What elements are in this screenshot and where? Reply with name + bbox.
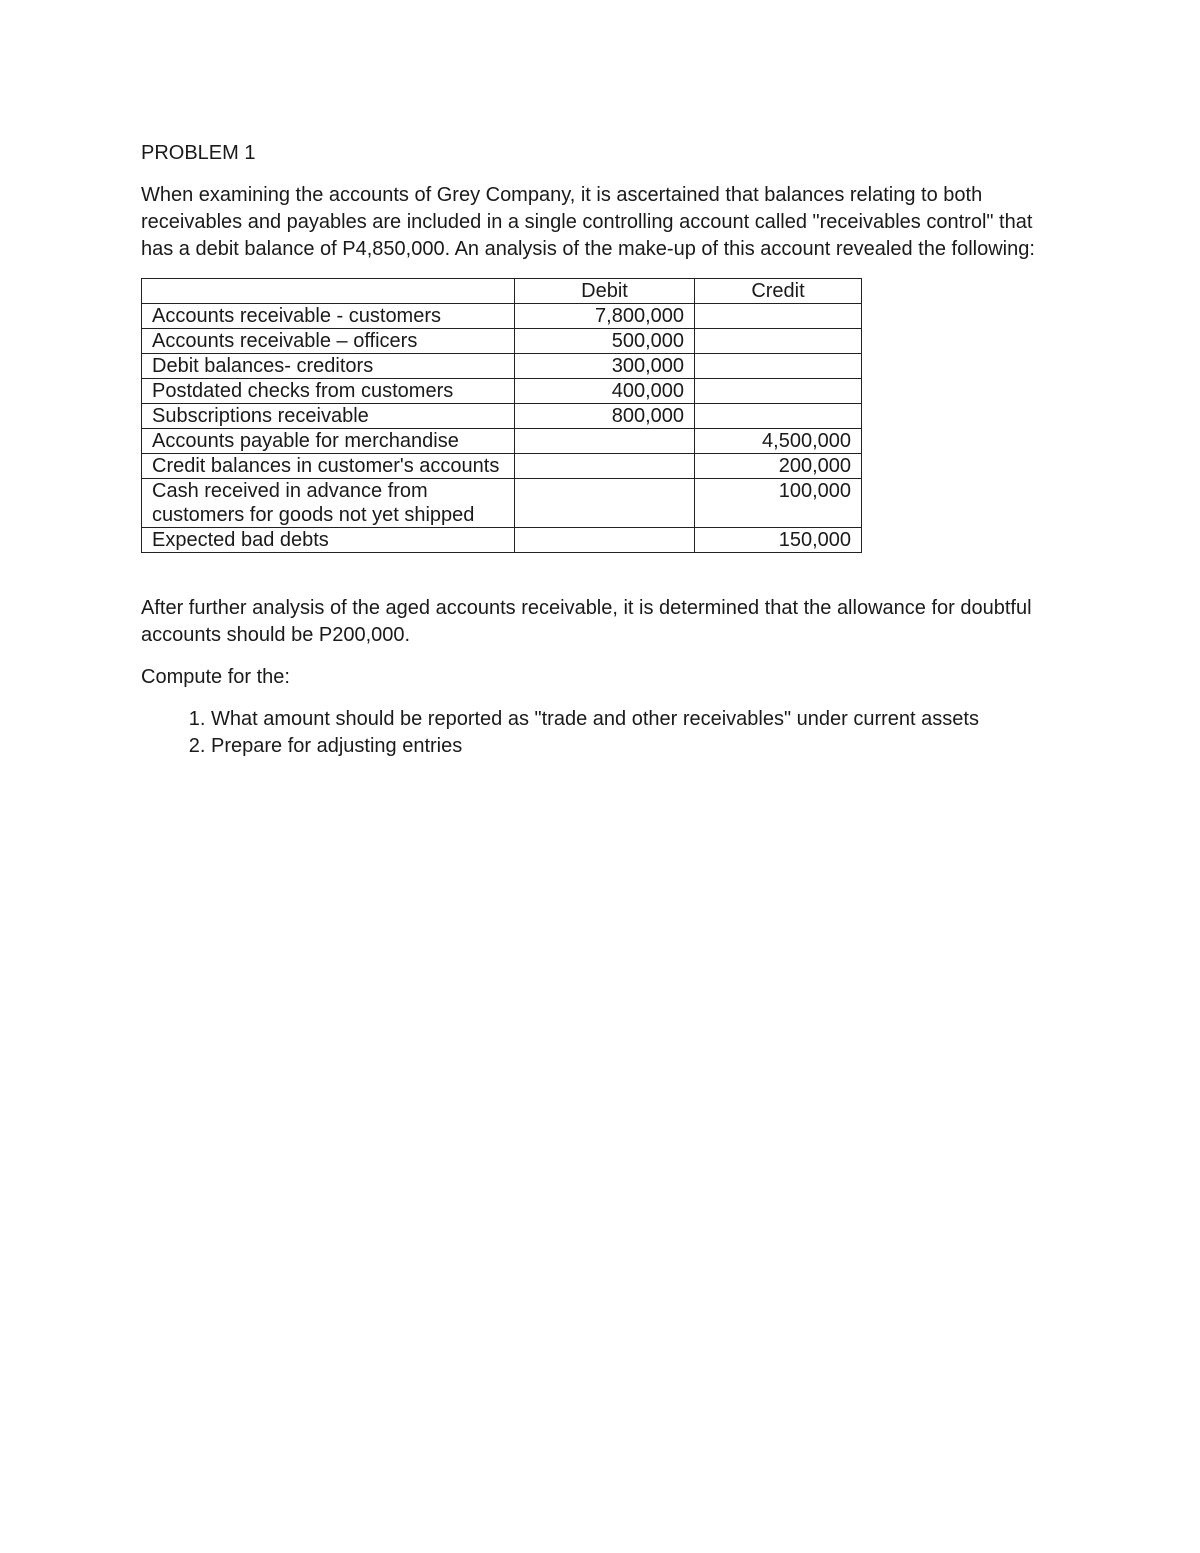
row-debit: 300,000	[515, 354, 695, 379]
table-row	[142, 528, 862, 553]
row-description: Cash received in advance from customers for goods not yet shipped	[142, 479, 515, 528]
row-credit	[695, 404, 862, 429]
document-page	[141, 140, 1061, 760]
header-debit: Debit	[515, 279, 695, 304]
row-description: Accounts receivable - customers	[142, 304, 515, 329]
intro-paragraph: When examining the accounts of Grey Company, it is ascertained that balances relating to both receivables and payables are included in a single controlling account called "receivables control" that has a debit balance of P4,850,000. An analysis of the make-up of this account revealed the following:	[141, 184, 1035, 260]
row-credit: 150,000	[695, 528, 862, 553]
row-debit: 7,800,000	[515, 304, 695, 329]
row-credit: 200,000	[695, 454, 862, 479]
problem-title: PROBLEM 1	[141, 142, 256, 164]
row-description: Accounts receivable – officers	[142, 329, 515, 354]
table-row	[142, 479, 862, 528]
after-analysis-paragraph: After further analysis of the aged accounts receivable, it is determined that the allowance for doubtful accounts should be P200,000.	[141, 597, 1032, 646]
row-credit	[695, 329, 862, 354]
table-row	[142, 429, 862, 454]
row-description: Debit balances- creditors	[142, 354, 515, 379]
task-list	[141, 706, 1061, 760]
table-row	[142, 404, 862, 429]
row-debit: 800,000	[515, 404, 695, 429]
row-debit	[515, 454, 695, 479]
table-row	[142, 379, 862, 404]
row-description: Expected bad debts	[142, 528, 515, 553]
table-row	[142, 329, 862, 354]
row-debit: 400,000	[515, 379, 695, 404]
row-debit	[515, 429, 695, 454]
table-row	[142, 354, 862, 379]
row-credit: 100,000	[695, 479, 862, 528]
list-item: 1. What amount should be reported as "trade and other receivables" under current assets	[211, 706, 1061, 733]
compute-label: Compute for the:	[141, 666, 290, 688]
table-row	[142, 304, 862, 329]
list-item: 2. Prepare for adjusting entries	[211, 733, 1061, 760]
account-analysis-table	[141, 278, 862, 553]
row-credit	[695, 304, 862, 329]
row-credit	[695, 354, 862, 379]
table-header-row	[142, 279, 862, 304]
row-description: Subscriptions receivable	[142, 404, 515, 429]
header-credit: Credit	[695, 279, 862, 304]
row-credit	[695, 379, 862, 404]
row-description: Credit balances in customer's accounts	[142, 454, 515, 479]
row-description: Postdated checks from customers	[142, 379, 515, 404]
row-credit: 4,500,000	[695, 429, 862, 454]
header-description	[142, 279, 515, 304]
row-debit	[515, 479, 695, 528]
table-row	[142, 454, 862, 479]
row-debit: 500,000	[515, 329, 695, 354]
row-description: Accounts payable for merchandise	[142, 429, 515, 454]
row-debit	[515, 528, 695, 553]
